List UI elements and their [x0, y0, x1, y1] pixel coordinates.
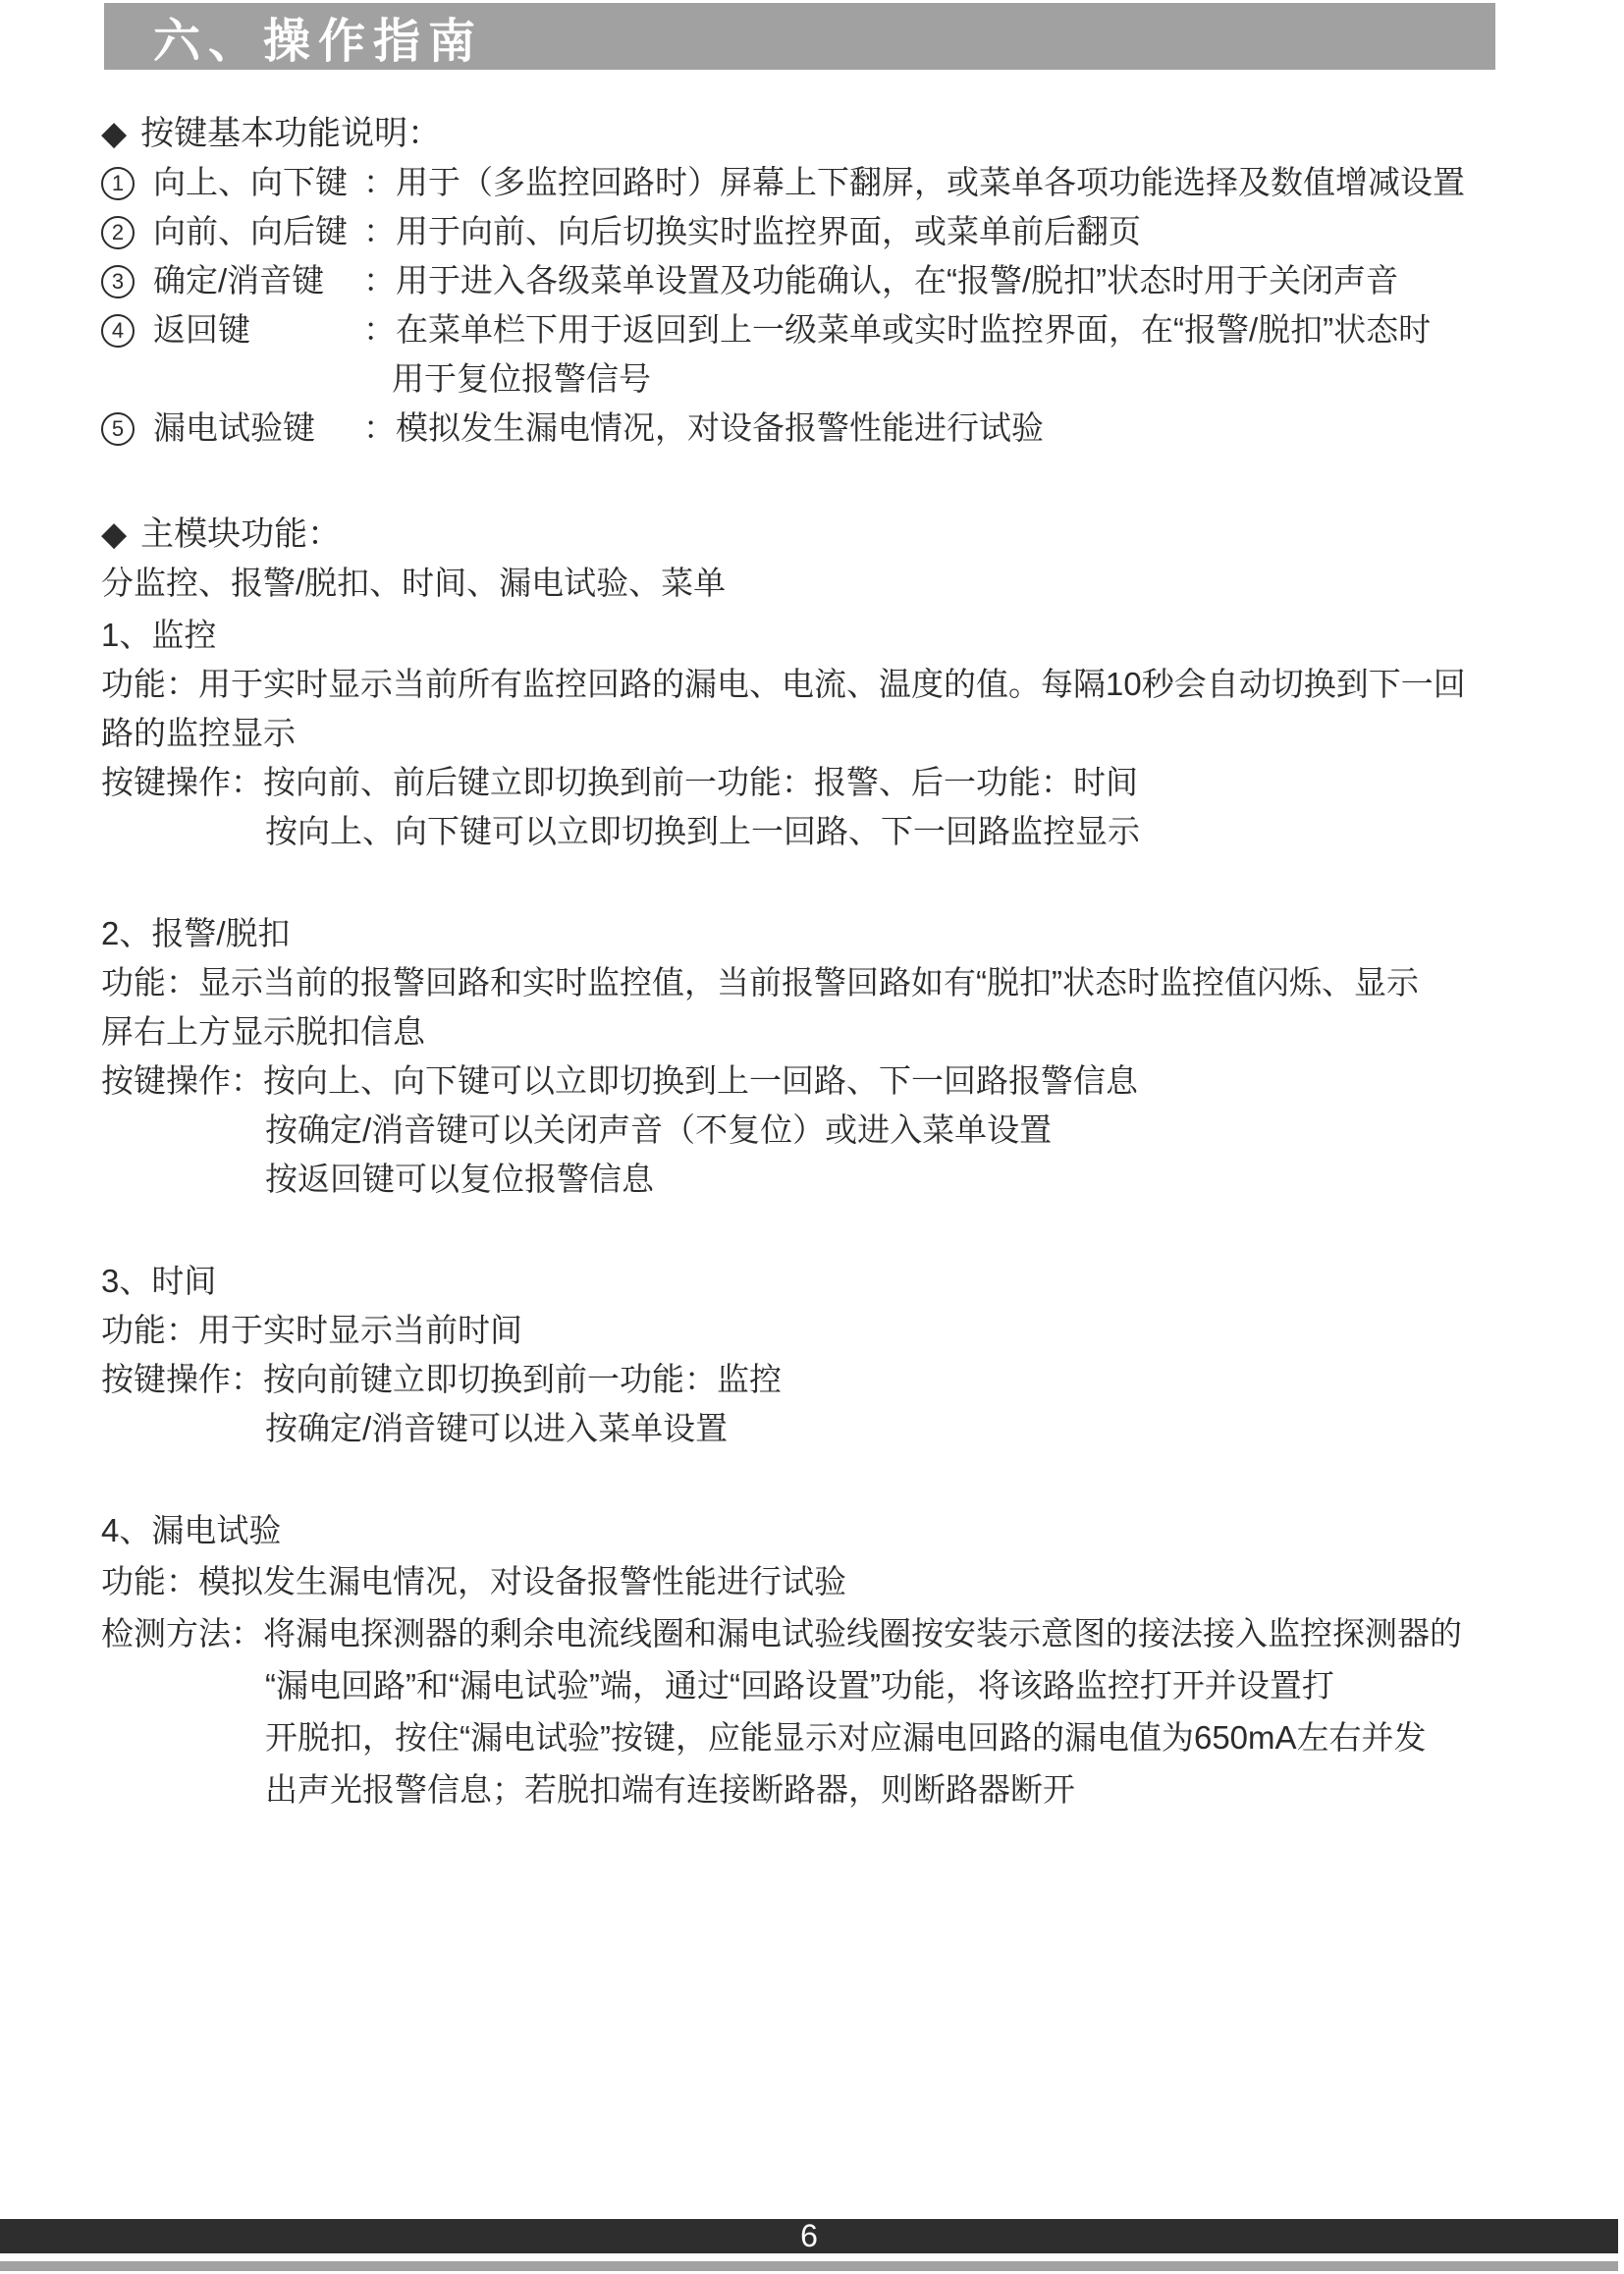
- bottom-strip: [0, 2261, 1618, 2271]
- key-item-leak-test: [101, 404, 1515, 453]
- circled-number-3-icon: 3: [101, 265, 135, 298]
- page-number-bar: [0, 2219, 1618, 2253]
- module-leakage-method-line: 出声光报警信息；若脱扣端有连接断路器，则断路器断开: [265, 1771, 1075, 1808]
- page-body: [101, 109, 1515, 1815]
- module-monitor-function-line: 路的监控显示: [101, 715, 296, 751]
- main-modules-heading: [101, 510, 1515, 559]
- circled-number-5-icon: 5: [101, 412, 135, 446]
- main-modules-intro: 分监控、报警/脱扣、时间、漏电试验、菜单: [101, 565, 727, 601]
- module-leakage-method-line: 开脱扣，按住“漏电试验”按键，应能显示对应漏电回路的漏电值为650mA左右并发: [265, 1719, 1427, 1756]
- module-leakage-title: 4、漏电试验: [101, 1512, 282, 1548]
- module-monitor-keyop-line: 按向上、向下键可以立即切换到上一回路、下一回路监控显示: [265, 813, 1140, 849]
- circled-number-4-icon: 4: [101, 314, 135, 348]
- module-monitor-function-line: 功能：用于实时显示当前所有监控回路的漏电、电流、温度的值。每隔10秒会自动切换到下一回: [101, 666, 1466, 702]
- module-time-function-line: 功能：用于实时显示当前时间: [101, 1312, 522, 1348]
- key-functions-heading: [101, 109, 1515, 158]
- key-item-label: 向上、向下键: [153, 164, 348, 200]
- key-item-desc: 在菜单栏下用于返回到上一级菜单或实时监控界面，在“报警/脱扣”状态时: [396, 311, 1432, 348]
- key-item-label: 确定/消音键: [153, 262, 325, 298]
- key-item-confirm-mute: [101, 256, 1515, 305]
- module-alarm-keyop-line: 按确定/消音键可以关闭声音（不复位）或进入菜单设置: [265, 1111, 1053, 1148]
- module-monitor-keyop-line: 按键操作：按向前、前后键立即切换到前一功能：报警、后一功能：时间: [101, 764, 1138, 800]
- key-item-colon: ：: [363, 164, 396, 200]
- key-item-desc: 模拟发生漏电情况，对设备报警性能进行试验: [396, 409, 1044, 446]
- key-item-prev-next: [101, 207, 1515, 256]
- key-item-label: 返回键: [153, 311, 250, 348]
- section-header-bar: [104, 3, 1495, 70]
- page-title: 六、操作指南: [153, 15, 484, 68]
- module-time-keyop-line: 按确定/消音键可以进入菜单设置: [265, 1410, 729, 1446]
- page-number: 6: [800, 2218, 818, 2253]
- module-leakage-function-line: 功能：模拟发生漏电情况，对设备报警性能进行试验: [101, 1563, 846, 1599]
- module-time-keyop-line: 按键操作：按向前键立即切换到前一功能：监控: [101, 1361, 782, 1397]
- module-monitor: [101, 611, 1515, 856]
- key-item-label: 漏电试验键: [153, 409, 315, 446]
- key-item-label: 向前、向后键: [153, 213, 348, 249]
- key-item-desc: 用于进入各级菜单设置及功能确认，在“报警/脱扣”状态时用于关闭声音: [396, 262, 1399, 298]
- diamond-bullet-icon: ◆: [101, 115, 128, 152]
- key-item-colon: ：: [363, 311, 396, 348]
- module-alarm-function-line: 屏右上方显示脱扣信息: [101, 1013, 425, 1050]
- module-leakage-test: [101, 1506, 1515, 1815]
- key-item-colon: ：: [363, 262, 396, 298]
- module-alarm-keyop-line: 按返回键可以复位报警信息: [265, 1161, 654, 1197]
- module-leakage-method-line: “漏电回路”和“漏电试验”端，通过“回路设置”功能，将该路监控打开并设置打: [265, 1667, 1334, 1704]
- module-monitor-title: 1、监控: [101, 617, 217, 653]
- diamond-bullet-icon: ◆: [101, 515, 128, 553]
- module-leakage-method-line: 检测方法：将漏电探测器的剩余电流线圈和漏电试验线圈按安装示意图的接法接入监控探测器的: [101, 1615, 1462, 1651]
- module-alarm-keyop-line: 按键操作：按向上、向下键可以立即切换到上一回路、下一回路报警信息: [101, 1062, 1138, 1099]
- module-time-title: 3、时间: [101, 1263, 217, 1299]
- module-alarm-function-line: 功能：显示当前的报警回路和实时监控值，当前报警回路如有“脱扣”状态时监控值闪烁、显示: [101, 964, 1419, 1001]
- key-item-colon: ：: [363, 213, 396, 249]
- module-alarm-trip: [101, 909, 1515, 1204]
- module-alarm-title: 2、报警/脱扣: [101, 915, 291, 951]
- key-item-desc: 用于（多监控回路时）屏幕上下翻屏，或菜单各项功能选择及数值增减设置: [396, 164, 1465, 200]
- key-item-colon: ：: [363, 409, 396, 446]
- key-item-desc: 用于向前、向后切换实时监控界面，或菜单前后翻页: [396, 213, 1141, 249]
- key-item-up-down: [101, 158, 1515, 207]
- module-time: [101, 1257, 1515, 1453]
- key-item-return: [101, 305, 1515, 354]
- key-item-return-continuation: 用于复位报警信号: [392, 360, 651, 397]
- circled-number-2-icon: 2: [101, 216, 135, 249]
- circled-number-1-icon: 1: [101, 167, 135, 200]
- main-modules-heading-text: 主模块功能：: [140, 515, 342, 553]
- key-functions-heading-text: 按键基本功能说明：: [140, 115, 442, 152]
